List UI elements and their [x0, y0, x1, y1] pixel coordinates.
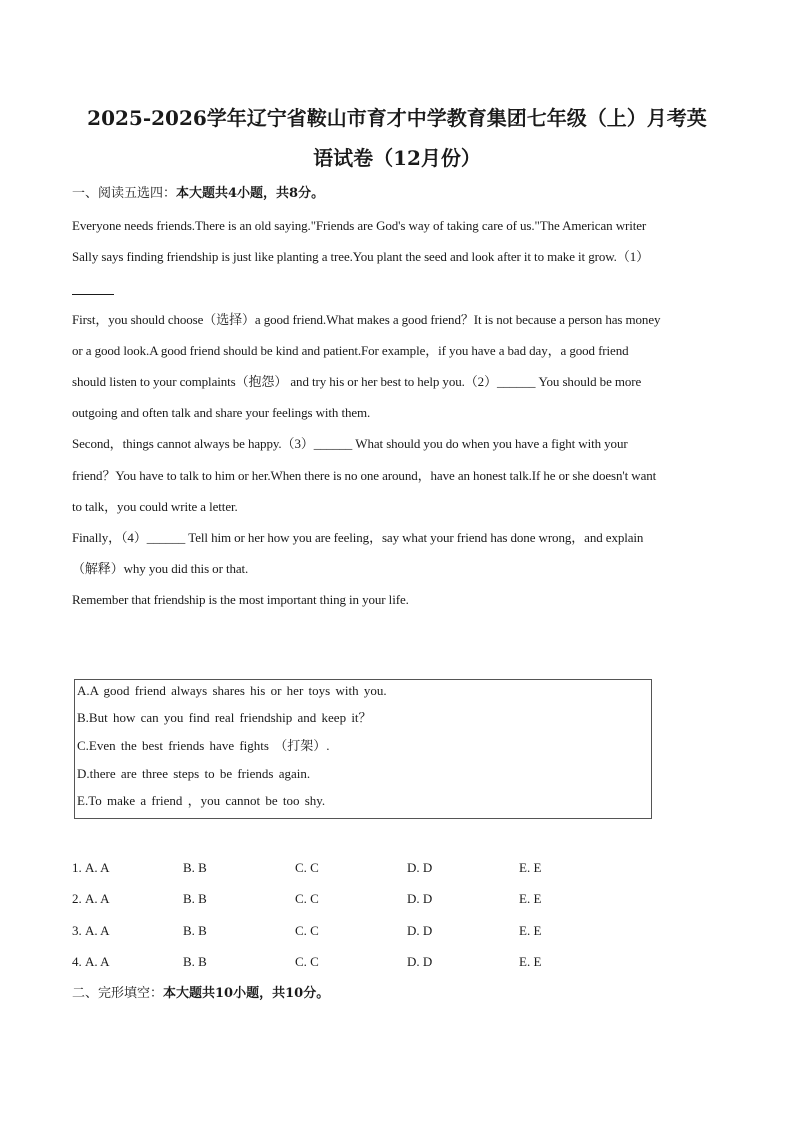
passage-line: First，you should choose（选择）a good friend.What makes a good friend？It is not because a person has money	[72, 312, 661, 327]
options-box	[74, 679, 652, 819]
choice-d[interactable]: D. D	[407, 891, 433, 906]
option-c: C.Even the best friends have fights （打架）.	[77, 738, 330, 753]
choice-e[interactable]: E. E	[519, 860, 542, 875]
question-number: 3.	[72, 923, 82, 938]
option-b: B.But how can you find real friendship and keep it？	[77, 710, 372, 725]
passage-line: Finally，（4）______ Tell him or her how you are feeling，say what your friend has done wrong，and explain	[72, 530, 644, 545]
question-number: 2.	[72, 891, 82, 906]
option-e: E.To make a friend ，you cannot be too shy.	[77, 793, 326, 808]
passage-line: Sally says finding friendship is just like planting a tree.You plant the seed and look after it to make it grow.（1）	[72, 249, 650, 264]
choice-b[interactable]: B. B	[183, 891, 207, 906]
passage-line: should listen to your complaints（抱怨） and try his or her best to help you.（2）______ You should be more	[72, 374, 642, 389]
passage-line: to talk，you could write a letter.	[72, 499, 238, 514]
choice-a[interactable]: A. A	[85, 923, 110, 938]
choice-c[interactable]: C. C	[295, 891, 319, 906]
choice-b[interactable]: B. B	[183, 923, 207, 938]
section2-heading	[72, 985, 329, 1003]
passage-line: or a good look.A good friend should be kind and patient.For example，if you have a bad day，a good friend	[72, 343, 629, 358]
section2-label: 二、完形填空：	[72, 986, 164, 1001]
exam-title-line2: 语试卷（12月份）	[313, 146, 481, 170]
passage-line: friend？You have to talk to him or her.When there is no one around，have an honest talk.If he or she doesn't want	[72, 468, 657, 483]
section1-heading	[72, 185, 324, 203]
section2-description: 本大题共10小题，共10分。	[163, 986, 330, 1001]
passage-line: Second，things cannot always be happy.（3）______ What should you do when you have a fight with your	[72, 436, 628, 451]
choice-d[interactable]: D. D	[407, 954, 433, 969]
option-a: A.A good friend always shares his or her toys with you.	[77, 683, 387, 698]
choice-e[interactable]: E. E	[519, 891, 542, 906]
choice-a[interactable]: A. A	[85, 954, 110, 969]
option-d: D.there are three steps to be friends again.	[77, 766, 311, 781]
choice-a[interactable]: A. A	[85, 891, 110, 906]
section1-description: 本大题共4小题，共8分。	[176, 186, 325, 201]
choice-c[interactable]: C. C	[295, 860, 319, 875]
section1-label: 一、阅读五选四：	[72, 186, 177, 201]
passage-line: Remember that friendship is the most important thing in your life.	[72, 592, 409, 607]
choice-e[interactable]: E. E	[519, 923, 542, 938]
question-number: 4.	[72, 954, 82, 969]
passage-line: Everyone needs friends.There is an old saying."Friends are God's way of taking care of us."The American writer	[72, 218, 647, 233]
passage-line: （解释）why you did this or that.	[72, 561, 249, 576]
choice-b[interactable]: B. B	[183, 954, 207, 969]
passage-line: outgoing and often talk and share your feelings with them.	[72, 405, 371, 420]
choice-a[interactable]: A. A	[85, 860, 110, 875]
choice-c[interactable]: C. C	[295, 954, 319, 969]
choice-c[interactable]: C. C	[295, 923, 319, 938]
exam-title-line1: 2025-2026学年辽宁省鞍山市育才中学教育集团七年级（上）月考英	[87, 106, 707, 130]
choice-b[interactable]: B. B	[183, 860, 207, 875]
answer-blank-1	[72, 294, 114, 295]
choice-e[interactable]: E. E	[519, 954, 542, 969]
question-number: 1.	[72, 860, 82, 875]
choice-d[interactable]: D. D	[407, 923, 433, 938]
choice-d[interactable]: D. D	[407, 860, 433, 875]
